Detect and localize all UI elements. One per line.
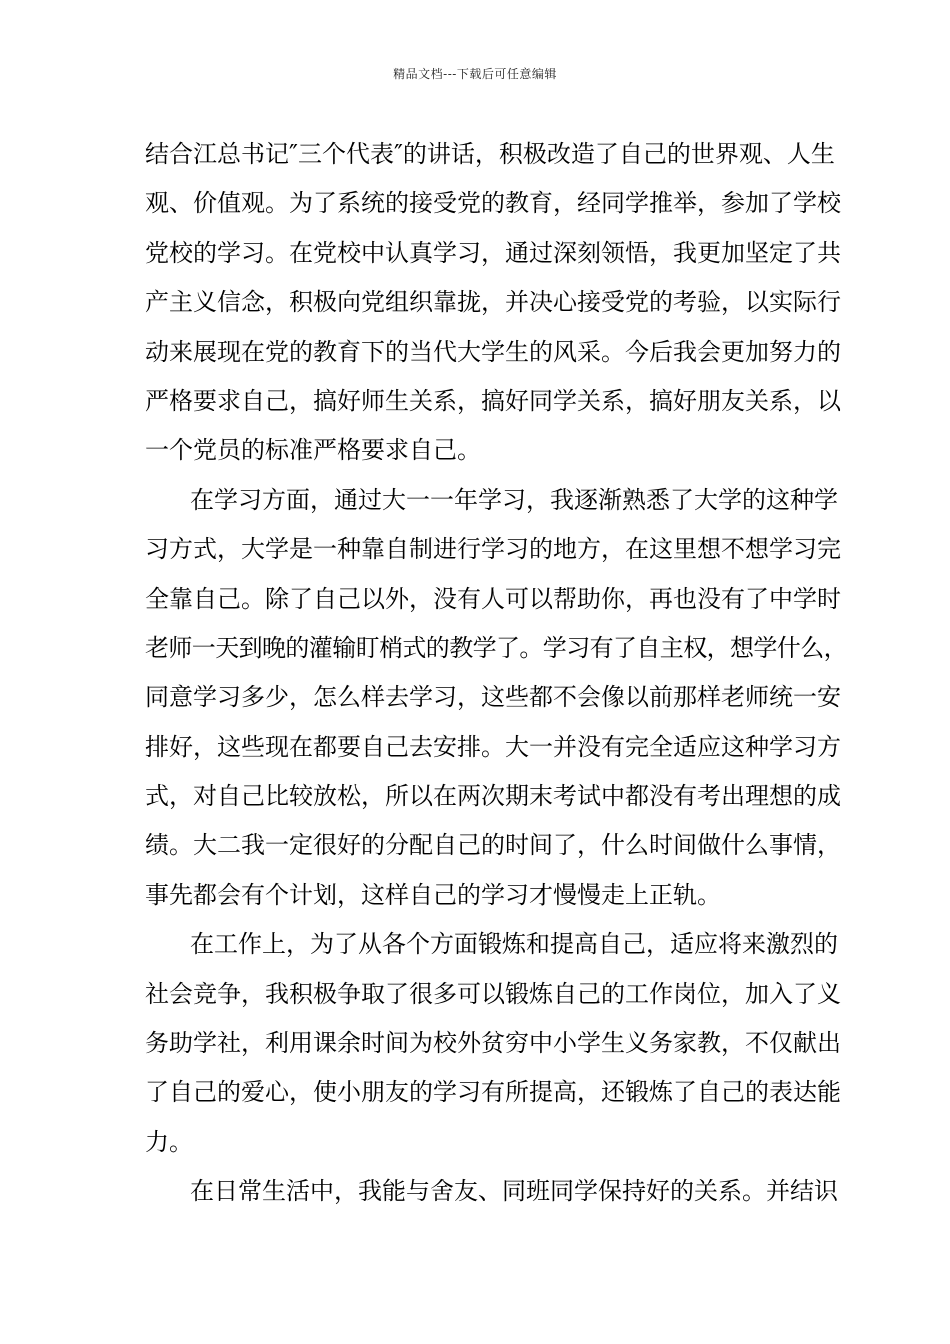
text-line: 务助学社，利用课余时间为校外贫穷中小学生义务家教，不仅献出 — [145, 1029, 841, 1058]
text-line: 一个党员的标准严格要求自己。 — [145, 436, 481, 465]
paragraph-first-line: 在学习方面，通过大一一年学习，我逐渐熟悉了大学的这种学 — [190, 485, 838, 514]
text-line: 力。 — [145, 1127, 193, 1156]
text-line: 绩。大二我一定很好的分配自己的时间了，什么时间做什么事情， — [145, 831, 841, 860]
document-body — [145, 130, 847, 1217]
text-line: 式，对自己比较放松，所以在两次期末考试中都没有考出理想的成 — [145, 782, 841, 811]
text-line: 产主义信念，积极向党组织靠拢，并决心接受党的考验，以实际行 — [145, 288, 841, 317]
text-line: 社会竞争，我积极争取了很多可以锻炼自己的工作岗位，加入了义 — [145, 979, 841, 1008]
text-line: 结合江总书记″三个代表″的讲话，积极改造了自己的世界观、人生 — [145, 140, 835, 168]
text-line: 同意学习多少，怎么样去学习，这些都不会像以前那样老师统一安 — [145, 683, 841, 712]
text-line: 了自己的爱心，使小朋友的学习有所提高，还锻炼了自己的表达能 — [145, 1078, 841, 1107]
text-line: 习方式，大学是一种靠自制进行学习的地方，在这里想不想学习完 — [145, 535, 841, 564]
text-line: 观、价值观。为了系统的接受党的教育，经同学推举，参加了学校 — [145, 189, 841, 218]
text-line: 严格要求自己，搞好师生关系，搞好同学关系，搞好朋友关系，以 — [145, 386, 841, 415]
text-line: 排好，这些现在都要自己去安排。大一并没有完全适应这种学习方 — [145, 732, 841, 761]
paragraph-first-line: 在工作上，为了从各个方面锻炼和提高自己，适应将来激烈的 — [190, 930, 838, 959]
text-line: 老师一天到晚的灌输盯梢式的教学了。学习有了自主权，想学什么， — [145, 633, 847, 662]
page-header: 精品文档---下载后可任意编辑 — [393, 67, 557, 81]
text-line: 党校的学习。在党校中认真学习，通过深刻领悟，我更加坚定了共 — [145, 238, 841, 267]
paragraph-first-line: 在日常生活中，我能与舍友、同班同学保持好的关系。并结识 — [190, 1177, 838, 1206]
text-line: 全靠自己。除了自己以外，没有人可以帮助你，再也没有了中学时 — [145, 584, 841, 613]
text-line: 事先都会有个计划，这样自己的学习才慢慢走上正轨。 — [145, 880, 721, 909]
text-line: 动来展现在党的教育下的当代大学生的风采。今后我会更加努力的 — [145, 337, 841, 366]
